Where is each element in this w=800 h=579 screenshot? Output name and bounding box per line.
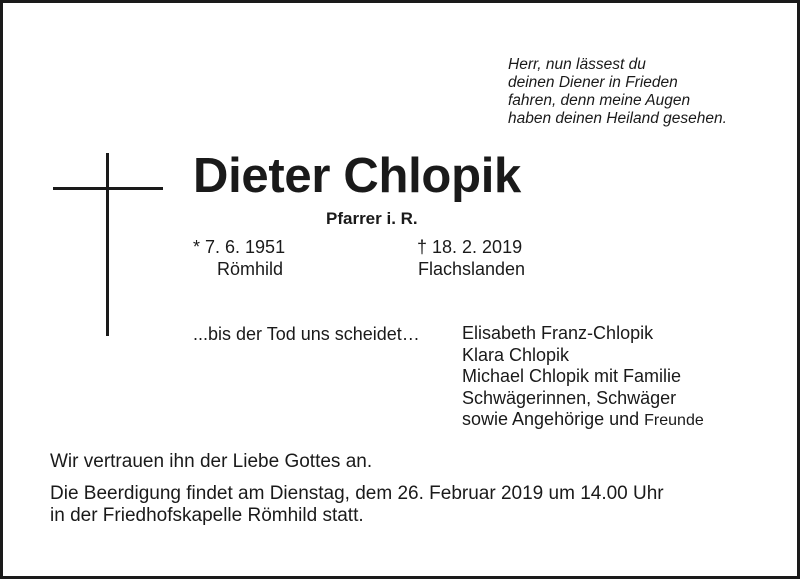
birth-date: * 7. 6. 1951 [193, 237, 286, 257]
mourners-list [462, 323, 704, 432]
mourner-line: Schwägerinnen, Schwäger [462, 387, 677, 408]
verse-line: deinen Diener in Frieden [508, 74, 678, 91]
mourner-line: Klara Chlopik [462, 344, 570, 365]
funeral-line: Die Beerdigung findet am Dienstag, dem 26. Februar 2019 um 14.00 Uhr [50, 483, 664, 504]
verse-line: fahren, denn meine Augen [508, 92, 691, 109]
mourner-line-small: Freunde [644, 412, 704, 429]
trust-statement: Wir vertrauen ihn der Liebe Gottes an. [50, 451, 373, 472]
deceased-name: Dieter Chlopik [193, 149, 521, 203]
verse-line: haben deinen Heiland gesehen. [508, 110, 727, 127]
cross-horizontal-bar [53, 187, 163, 190]
mourner-line: Elisabeth Franz-Chlopik [462, 323, 654, 343]
deceased-title: Pfarrer i. R. [326, 209, 418, 228]
funeral-line: in der Friedhofskapelle Römhild statt. [50, 504, 364, 526]
mourners-tagline: ...bis der Tod uns scheidet… [193, 324, 420, 344]
death-date: † 18. 2. 2019 [417, 237, 523, 257]
funeral-announcement [50, 483, 664, 526]
mourner-line: Michael Chlopik mit Familie [462, 366, 682, 386]
cross-vertical-bar [106, 153, 109, 336]
bible-verse [508, 56, 793, 128]
death-place: Flachslanden [418, 259, 526, 279]
mourner-line-main: sowie Angehörige und [462, 409, 640, 429]
birth-place: Römhild [217, 259, 284, 279]
mourner-line [462, 409, 704, 432]
verse-line: Herr, nun lässest du [508, 56, 646, 73]
